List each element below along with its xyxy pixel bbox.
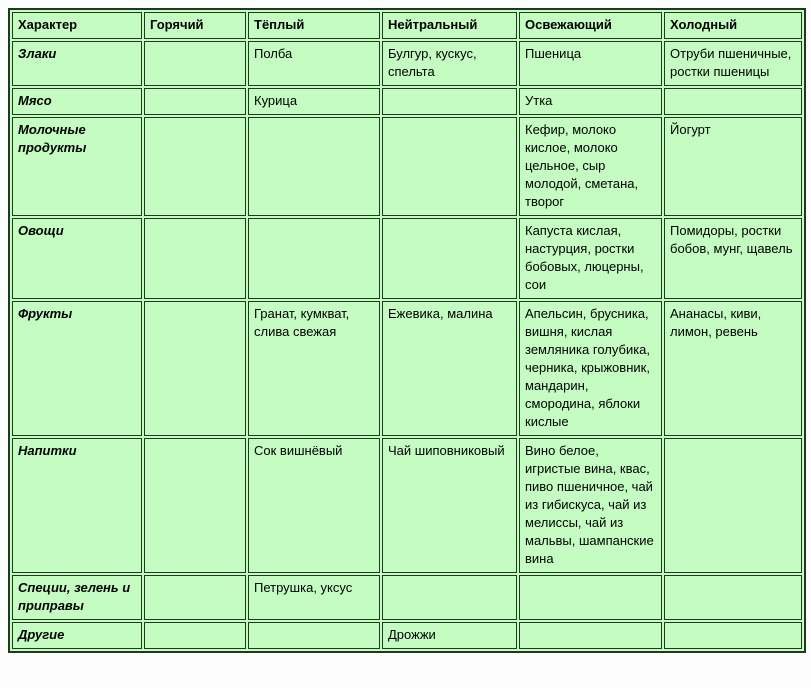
value-cell [248,218,380,299]
category-cell: Овощи [12,218,142,299]
value-cell [248,622,380,649]
food-character-table [8,8,806,653]
value-cell: Отруби пшеничные, ростки пшеницы [664,41,802,86]
value-cell [144,301,246,436]
header-character: Характер [12,12,142,39]
value-cell [144,218,246,299]
table-row [12,575,802,620]
value-cell: Петрушка, уксус [248,575,380,620]
value-cell: Апельсин, брусника, вишня, кислая земляника голубика, черника, крыжовник, мандарин, смородина, яблоки кислые [519,301,662,436]
table-row [12,41,802,86]
category-cell: Молочные продукты [12,117,142,216]
value-cell [382,88,517,115]
table-body [12,41,802,649]
value-cell: Ежевика, малина [382,301,517,436]
value-cell: Пшеница [519,41,662,86]
value-cell: Полба [248,41,380,86]
table-row [12,218,802,299]
value-cell [144,575,246,620]
value-cell: Чай шиповниковый [382,438,517,573]
value-cell: Кефир, молоко кислое, молоко цельное, сыр молодой, сметана, творог [519,117,662,216]
category-cell: Другие [12,622,142,649]
value-cell [664,88,802,115]
value-cell [664,575,802,620]
category-cell: Напитки [12,438,142,573]
category-cell: Злаки [12,41,142,86]
category-cell: Мясо [12,88,142,115]
value-cell [519,575,662,620]
value-cell: Курица [248,88,380,115]
table-header [12,12,802,39]
header-cold: Холодный [664,12,802,39]
table-row [12,438,802,573]
value-cell [144,88,246,115]
value-cell: Гранат, кумкват, слива свежая [248,301,380,436]
value-cell: Булгур, кускус, спельта [382,41,517,86]
value-cell: Дрожжи [382,622,517,649]
value-cell [382,218,517,299]
header-row [12,12,802,39]
value-cell: Вино белое, игристые вина, квас, пиво пшеничное, чай из гибискуса, чай из мелиссы, чай из мальвы, шампанские вина [519,438,662,573]
category-cell: Фрукты [12,301,142,436]
category-cell: Специи, зелень и приправы [12,575,142,620]
value-cell: Ананасы, киви, лимон, ревень [664,301,802,436]
value-cell [382,575,517,620]
value-cell [664,622,802,649]
header-neutral: Нейтральный [382,12,517,39]
table-row [12,622,802,649]
value-cell [144,622,246,649]
value-cell: Помидоры, ростки бобов, мунг, щавель [664,218,802,299]
table-row [12,88,802,115]
value-cell: Йогурт [664,117,802,216]
value-cell [144,41,246,86]
value-cell [382,117,517,216]
value-cell [144,117,246,216]
header-warm: Тёплый [248,12,380,39]
value-cell: Сок вишнёвый [248,438,380,573]
header-refreshing: Освежающий [519,12,662,39]
value-cell [664,438,802,573]
value-cell: Капуста кислая, настурция, ростки бобовых, люцерны, сои [519,218,662,299]
table-row [12,117,802,216]
value-cell [248,117,380,216]
value-cell [519,622,662,649]
header-hot: Горячий [144,12,246,39]
value-cell [144,438,246,573]
value-cell: Утка [519,88,662,115]
table-row [12,301,802,436]
